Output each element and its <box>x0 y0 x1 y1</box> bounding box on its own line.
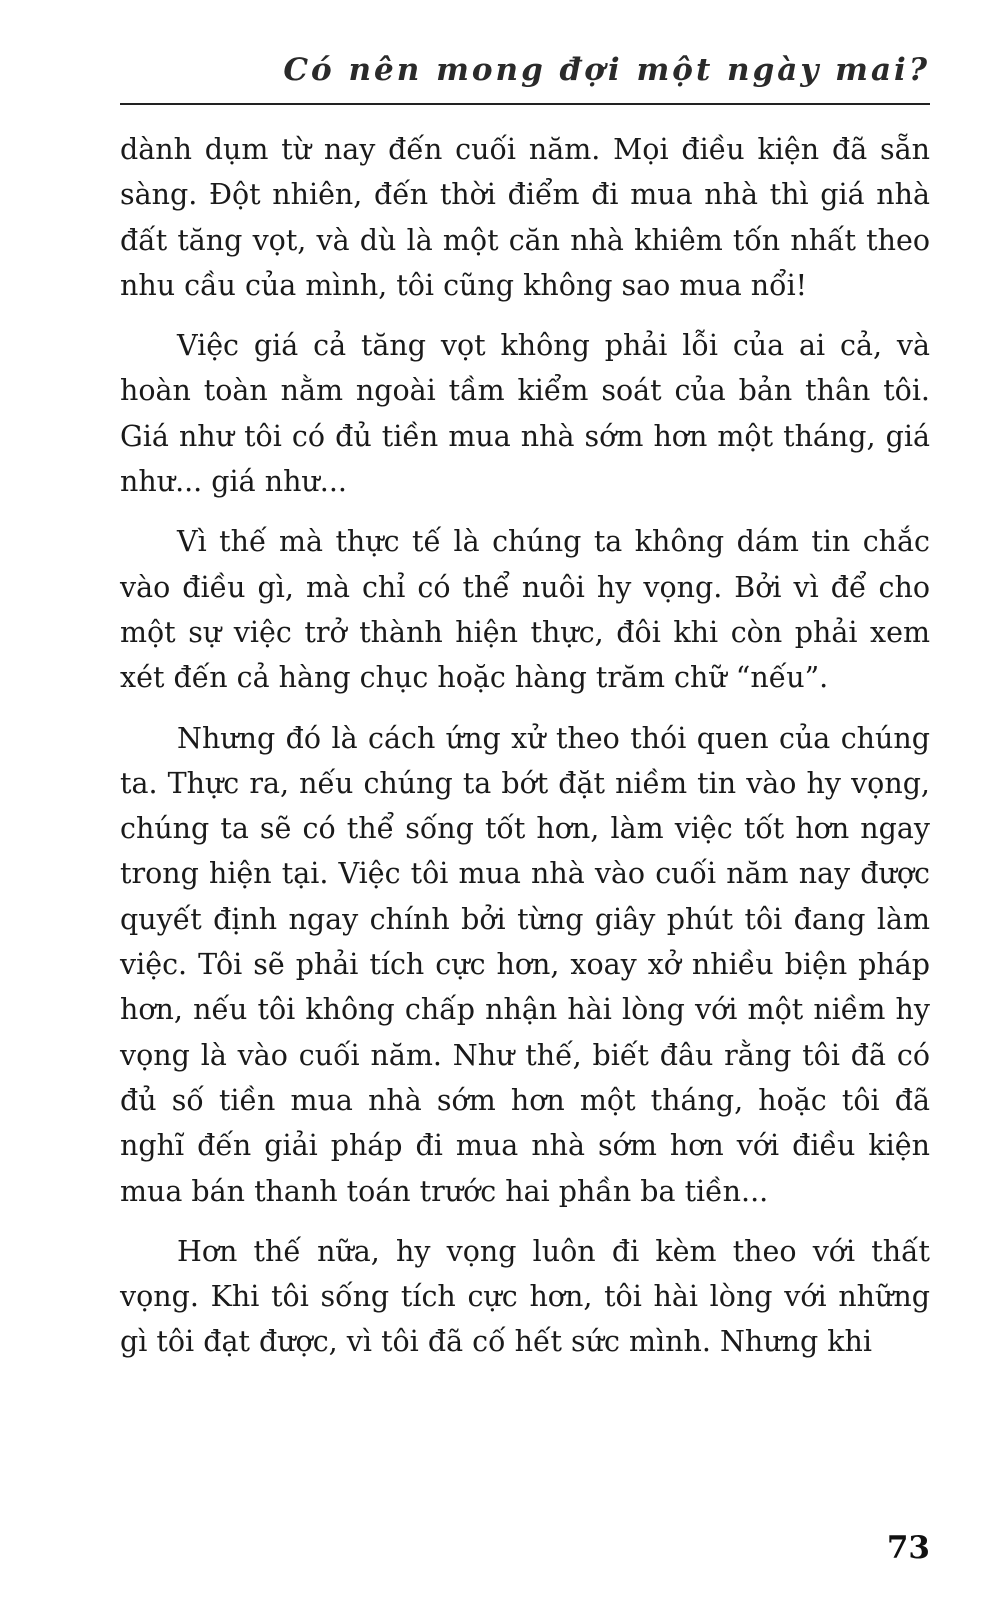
paragraph: Vì thế mà thực tế là chúng ta không dám tin chắc vào điều gì, mà chỉ có thể nuôi hy vọng. Bởi vì để cho một sự việc trở thành hiện thực, đôi khi còn phải xem xét đến cả hàng chục hoặc hàng trăm chữ “nếu”. <box>120 525 930 695</box>
page-number: 73 <box>886 1530 930 1566</box>
header-rule <box>120 103 930 105</box>
running-header-title: Có nên mong đợi một ngày mai? <box>283 52 930 88</box>
paragraph: Hơn thế nữa, hy vọng luôn đi kèm theo với thất vọng. Khi tôi sống tích cực hơn, tôi hài lòng với những gì tôi đạt được, vì tôi đã cố hết sức mình. Nhưng khi <box>120 1234 930 1359</box>
book-page <box>120 0 930 1600</box>
paragraph-continued: dành dụm từ nay đến cuối năm. Mọi điều kiện đã sẵn sàng. Đột nhiên, đến thời điểm đi mua nhà thì giá nhà đất tăng vọt, và dù là một căn nhà khiêm tốn nhất theo nhu cầu của mình, tôi cũng không sao mua nổi! <box>120 133 930 302</box>
body-text <box>120 127 930 1380</box>
paragraph: Nhưng đó là cách ứng xử theo thói quen của chúng ta. Thực ra, nếu chúng ta bớt đặt niềm tin vào hy vọng, chúng ta sẽ có thể sống tốt hơn, làm việc tốt hơn ngay trong hiện tại. Việc tôi mua nhà vào cuối năm nay được quyết định ngay chính bởi từng giây phút tôi đang làm việc. Tôi sẽ phải tích cực hơn, xoay xở nhiều biện pháp hơn, nếu tôi không chấp nhận hài lòng với một niềm hy vọng là vào cuối năm. Như thế, biết đâu rằng tôi đã có đủ số tiền mua nhà sớm hơn một tháng, hoặc tôi đã nghĩ đến giải pháp đi mua nhà sớm hơn với điều kiện mua bán thanh toán trước hai phần ba tiền... <box>120 721 930 1208</box>
paragraph: Việc giá cả tăng vọt không phải lỗi của ai cả, và hoàn toàn nằm ngoài tầm kiểm soát của bản thân tôi. Giá như tôi có đủ tiền mua nhà sớm hơn một tháng, giá như... giá như... <box>120 329 930 499</box>
